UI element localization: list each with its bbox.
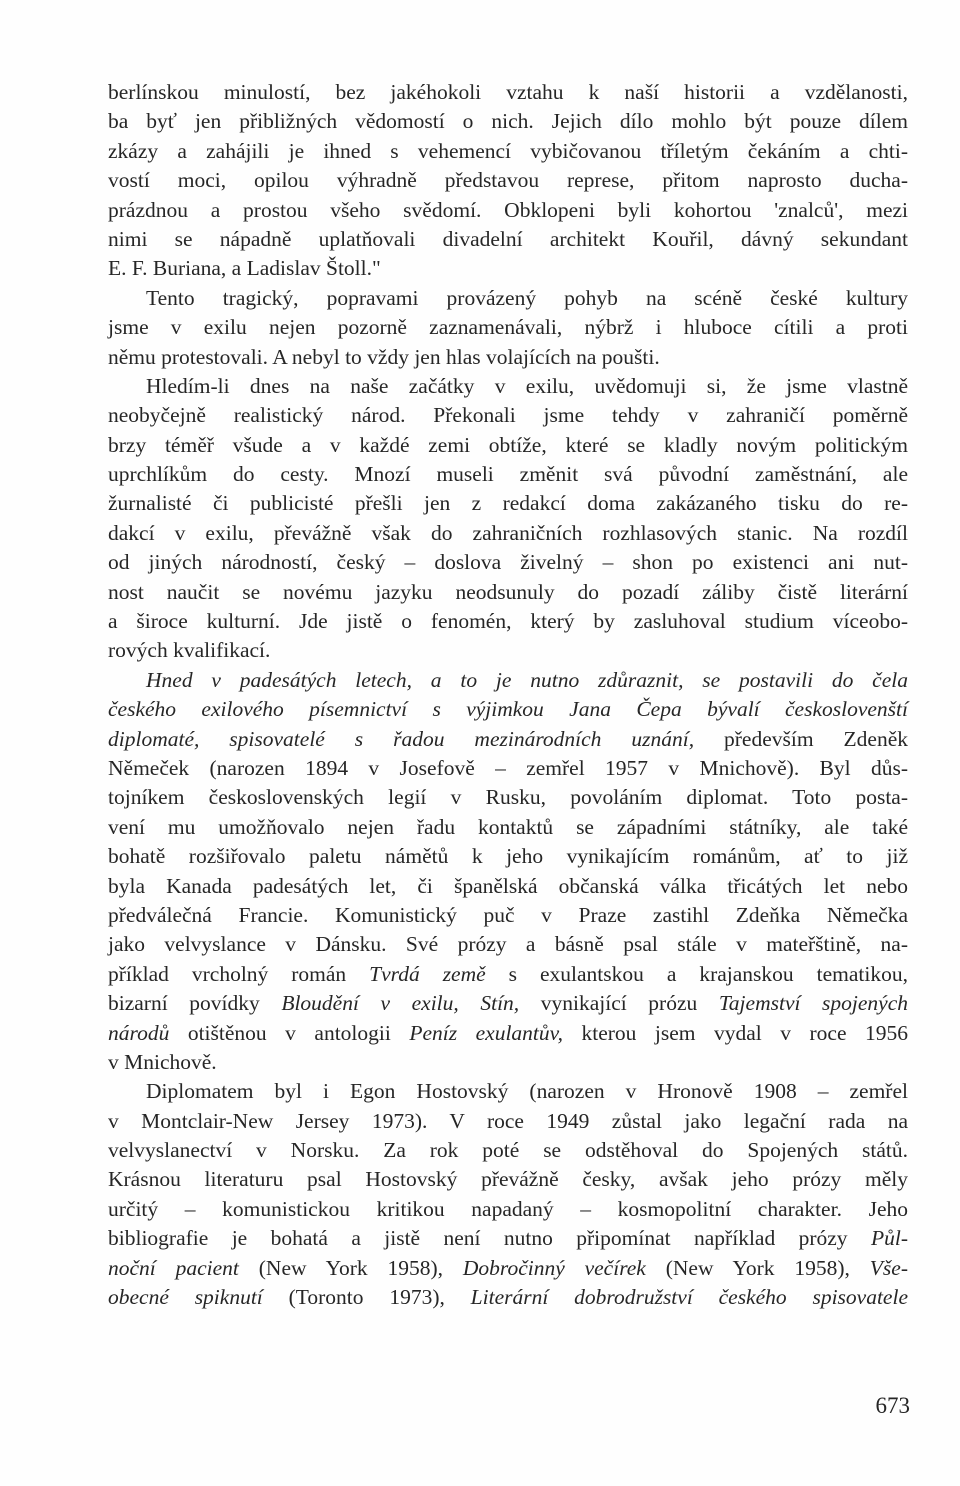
text-line bbox=[108, 343, 908, 372]
text-line bbox=[108, 313, 908, 342]
text-run: předválečná Francie. Komunistický puč v Praze zastihl Zdeňka Němečka bbox=[108, 902, 908, 927]
text-line bbox=[108, 842, 908, 871]
text-line bbox=[108, 607, 908, 636]
italic-text: noční pacient bbox=[108, 1255, 239, 1280]
text-run: od jiných národností, český – doslova živelný – shon po existenci ani nut- bbox=[108, 550, 908, 575]
text-run: žurnalisté či publicisté přešli jen z redakcí doma zakázaného tisku do re- bbox=[108, 491, 908, 516]
text-line bbox=[108, 754, 908, 783]
text-run: velvyslanectví v Norsku. Za rok poté se odstěhoval do Spojených států. bbox=[108, 1138, 908, 1163]
body-text bbox=[108, 78, 908, 1312]
text-run: v Montclair-New Jersey 1973). V roce 1949 zůstal jako legační rada na bbox=[108, 1108, 908, 1133]
italic-text: Tajemství spojených bbox=[718, 991, 909, 1016]
text-line bbox=[108, 548, 908, 577]
text-run: němu protestovali. A nebyl to vždy jen hlas volajících na poušti. bbox=[108, 344, 660, 369]
text-run: bizarní povídky bbox=[108, 991, 282, 1016]
text-run: bohatě rozšiřovalo paletu námětů k jeho vynikajícím románům, ať to již bbox=[108, 844, 908, 869]
text-line bbox=[108, 489, 908, 518]
text-run: jsme v exilu nejen pozorně zaznamenávali, nýbrž i hluboce cítili a proti bbox=[108, 315, 908, 340]
text-run: prázdnou a prostou všeho svědomí. Obklopeni byli kohortou 'znalců', mezi bbox=[108, 197, 908, 222]
text-run: bibliografie je bohatá a jistě není nutno připomínat například prózy bbox=[108, 1226, 871, 1251]
text-run: jako velvyslance v Dánsku. Své prózy a básně psal stále v mateřštině, na- bbox=[108, 932, 908, 957]
text-run: ba byť jen přibližných vědomostí o nich. Jejich dílo mohlo být pouze dílem bbox=[108, 109, 908, 134]
text-run: nimi se nápadně uplatňovali divadelní architekt Kouřil, dávný sekundant bbox=[108, 226, 908, 251]
text-run: určitý – komunistickou kritikou napadaný – kosmopolitní charakter. Jeho bbox=[108, 1196, 908, 1221]
text-line bbox=[108, 901, 908, 930]
text-line bbox=[108, 372, 908, 401]
text-line bbox=[108, 1107, 908, 1136]
text-run: zkázy a zahájili je ihned s vehemencí vybičovanou tříletým čekáním a chti- bbox=[108, 138, 908, 163]
italic-text: Vše- bbox=[869, 1255, 908, 1280]
text-run: E. F. Buriana, a Ladislav Štoll." bbox=[108, 256, 381, 281]
text-run: Hledím-li dnes na naše začátky v exilu, uvědomuji si, že jsme vlastně bbox=[146, 373, 908, 398]
italic-text: českého exilového písemnictví s výjimkou Jana Čepa bývalí českoslovenští bbox=[108, 697, 908, 722]
text-run: tojníkem československých legií v Rusku, povoláním diplomat. Toto posta- bbox=[108, 785, 908, 810]
text-run: (New York 1958), bbox=[238, 1255, 463, 1280]
text-line bbox=[108, 254, 908, 283]
text-line bbox=[108, 989, 908, 1018]
text-line bbox=[108, 1165, 908, 1194]
text-line bbox=[108, 930, 908, 959]
text-run: vostí moci, opilou výhradně představou represe, přitom naprosto ducha- bbox=[108, 168, 908, 193]
text-line bbox=[108, 813, 908, 842]
italic-text: Tvrdá země bbox=[369, 961, 486, 986]
text-run: v Mnichově. bbox=[108, 1049, 217, 1074]
text-run: a široce kulturní. Jde jistě o fenomén, který by zasluhoval studium víceobo- bbox=[108, 609, 908, 634]
text-line bbox=[108, 1077, 908, 1106]
italic-text: národů bbox=[108, 1020, 170, 1045]
italic-text: Dobročinný večírek bbox=[462, 1255, 646, 1280]
text-run: berlínskou minulostí, bez jakéhokoli vztahu k naší historii a vzdělanosti, bbox=[108, 80, 908, 104]
text-run: Tento tragický, popravami provázený pohyb na scéně české kultury bbox=[146, 285, 908, 310]
text-run: rových kvalifikací. bbox=[108, 638, 271, 663]
text-run: nost naučit se novému jazyku neodsunuly do pozadí záliby čistě literární bbox=[108, 579, 908, 604]
text-line bbox=[108, 431, 908, 460]
text-line bbox=[108, 1224, 908, 1253]
text-line bbox=[108, 872, 908, 901]
text-run: především Zdeněk bbox=[694, 726, 908, 751]
text-line bbox=[108, 578, 908, 607]
text-run: příklad vrcholný román bbox=[108, 961, 370, 986]
text-line bbox=[108, 1254, 908, 1283]
text-line bbox=[108, 636, 908, 665]
italic-text: Bloudění v exilu, Stín, bbox=[281, 991, 520, 1016]
text-line bbox=[108, 1195, 908, 1224]
text-line bbox=[108, 137, 908, 166]
text-run: byla Kanada padesátých let, či španělská občanská válka třicátých let nebo bbox=[108, 873, 908, 898]
text-line bbox=[108, 460, 908, 489]
italic-text: Půl- bbox=[870, 1226, 908, 1251]
text-run: Němeček (narozen 1894 v Josefově – zemřel 1957 v Mnichově). Byl důs- bbox=[108, 755, 908, 780]
italic-text: Literární dobrodružství českého spisovatele bbox=[470, 1285, 908, 1310]
text-run: s exulantskou a krajanskou tematikou, bbox=[485, 961, 908, 986]
text-line bbox=[108, 166, 908, 195]
italic-text: diplomaté, spisovatelé s řadou mezinárodních uznání, bbox=[108, 726, 695, 751]
text-line bbox=[108, 783, 908, 812]
italic-text: Hned v padesátých letech, a to je nutno zdůraznit, se postavili do čela bbox=[146, 667, 908, 692]
text-line bbox=[108, 196, 908, 225]
text-run: (Toronto 1973), bbox=[262, 1285, 471, 1310]
text-line bbox=[108, 1048, 908, 1077]
text-run: neobyčejně realistický národ. Překonali jsme tehdy v zahraničí poměrně bbox=[108, 403, 908, 428]
text-run: brzy téměř všude a v každé zemi obtíže, které se kladly novým politickým bbox=[108, 432, 908, 457]
text-run: vynikající prózu bbox=[519, 991, 719, 1016]
text-run: Krásnou literaturu psal Hostovský převážně česky, avšak jeho prózy měly bbox=[108, 1167, 908, 1192]
text-line bbox=[108, 78, 908, 107]
text-run: otištěnou v antologii bbox=[169, 1020, 410, 1045]
text-run: vení mu umožňovalo nejen řadu kontaktů se západními státníky, ale také bbox=[108, 814, 908, 839]
text-run: uprchlíkům do cesty. Mnozí museli změnit svá původní zaměstnání, ale bbox=[108, 462, 908, 487]
text-line bbox=[108, 1136, 908, 1165]
text-line bbox=[108, 695, 908, 724]
text-line bbox=[108, 1019, 908, 1048]
page-number: 673 bbox=[875, 1393, 910, 1418]
text-line bbox=[108, 666, 908, 695]
text-line bbox=[108, 107, 908, 136]
text-run: kterou jsem vydal v roce 1956 bbox=[562, 1020, 908, 1045]
text-line bbox=[108, 960, 908, 989]
text-run: (New York 1958), bbox=[645, 1255, 870, 1280]
text-line bbox=[108, 225, 908, 254]
italic-text: obecné spiknutí bbox=[108, 1285, 263, 1310]
text-line bbox=[108, 725, 908, 754]
italic-text: Peníz exulantův, bbox=[409, 1020, 563, 1045]
text-line bbox=[108, 1283, 908, 1312]
text-run: Diplomatem byl i Egon Hostovský (narozen v Hronově 1908 – zemřel bbox=[146, 1079, 908, 1104]
text-line bbox=[108, 401, 908, 430]
text-line bbox=[108, 284, 908, 313]
text-run: dakcí v exilu, převážně však do zahraničních rozhlasových stanic. Na rozdíl bbox=[108, 520, 908, 545]
text-line bbox=[108, 519, 908, 548]
